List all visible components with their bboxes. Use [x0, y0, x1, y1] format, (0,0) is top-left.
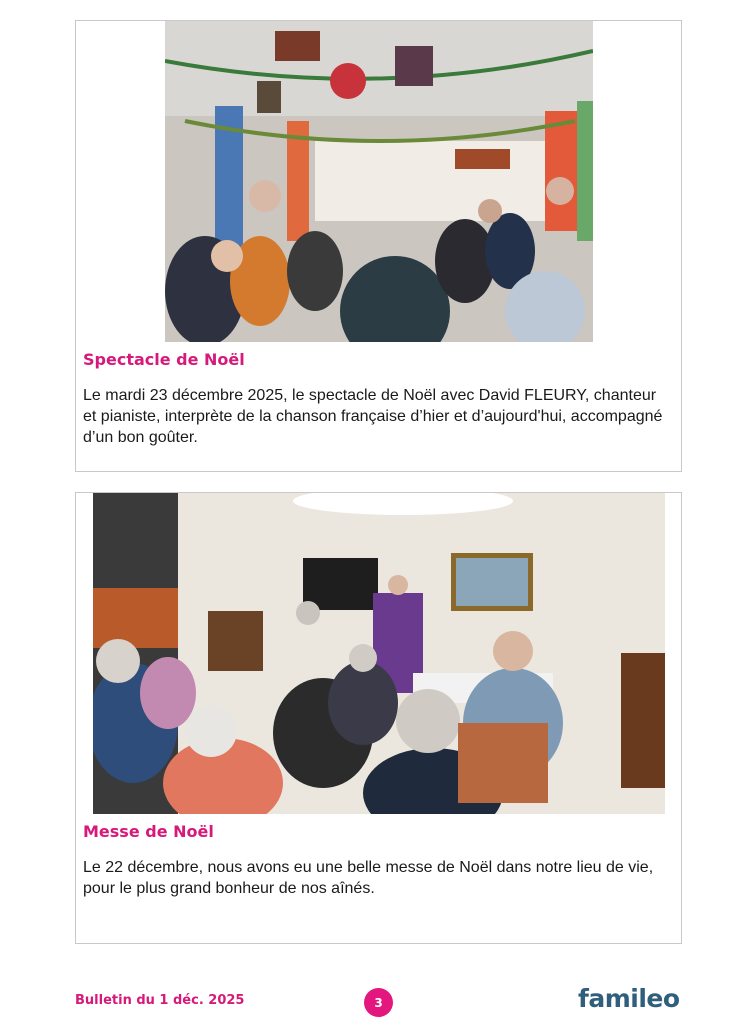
bulletin-date: Bulletin du 1 déc. 2025	[75, 993, 245, 1008]
christmas-show-photo	[165, 21, 593, 342]
page-number-badge: 3	[364, 988, 393, 1017]
article-text: Le mardi 23 décembre 2025, le spectacle de Noël avec David FLEURY, chanteur et pianiste, interprète de la chanson française d’hier et d’aujourd'hui, accompagné d’un bon goûter.	[83, 387, 663, 446]
christmas-mass-photo	[93, 493, 665, 814]
article-text: Le 22 décembre, nous avons eu une belle messe de Noël dans notre lieu de vie, pour le plus grand bonheur de nos aînés.	[83, 859, 654, 897]
famileo-logo: famileo	[578, 984, 680, 1013]
article-title: Messe de Noël	[83, 822, 214, 841]
article-title: Spectacle de Noël	[83, 350, 245, 369]
article-card-christmas-show	[75, 20, 682, 472]
article-card-christmas-mass	[75, 492, 682, 944]
